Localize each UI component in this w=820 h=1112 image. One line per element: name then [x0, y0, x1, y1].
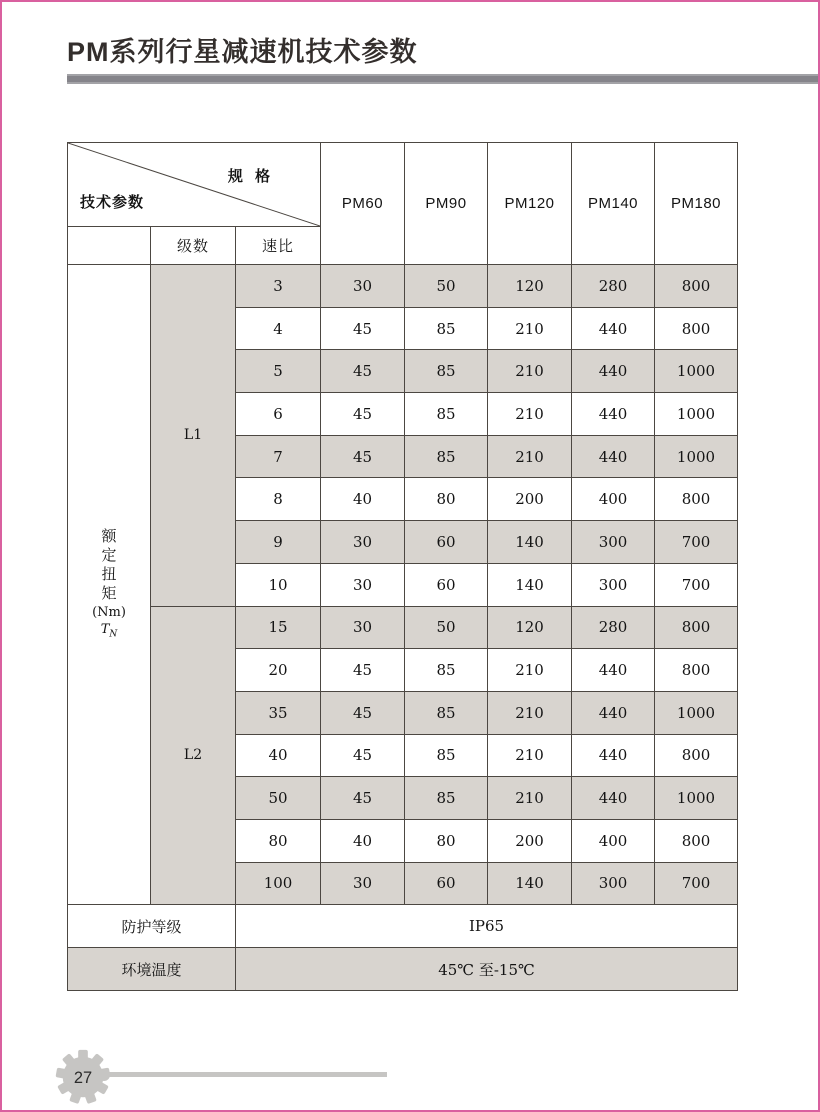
torque-value-cell: 440 [572, 435, 655, 478]
torque-value-cell: 440 [572, 649, 655, 692]
torque-value-cell: 300 [572, 521, 655, 564]
ratio-column-header: 速比 [236, 227, 321, 265]
ratio-cell: 3 [236, 265, 321, 308]
torque-value-cell: 85 [405, 307, 488, 350]
torque-value-cell: 1000 [655, 777, 738, 820]
torque-value-cell: 40 [321, 819, 405, 862]
torque-value-cell: 85 [405, 691, 488, 734]
stage-column-header: 级数 [151, 227, 236, 265]
column-header-pm60: PM60 [321, 143, 405, 265]
ratio-cell: 35 [236, 691, 321, 734]
info-row-value: IP65 [236, 905, 738, 948]
torque-value-cell: 60 [405, 521, 488, 564]
torque-label-char: 额 [101, 526, 117, 545]
torque-value-cell: 800 [655, 734, 738, 777]
info-row-label: 环境温度 [68, 948, 236, 991]
torque-value-cell: 210 [488, 734, 572, 777]
ratio-cell: 6 [236, 393, 321, 436]
torque-value-cell: 45 [321, 350, 405, 393]
torque-value-cell: 800 [655, 606, 738, 649]
diagonal-header-cell [68, 143, 321, 227]
spec-table [67, 142, 738, 991]
torque-value-cell: 800 [655, 819, 738, 862]
torque-value-cell: 30 [321, 862, 405, 905]
torque-value-cell: 400 [572, 819, 655, 862]
torque-value-cell: 210 [488, 350, 572, 393]
torque-label-char: 矩 [101, 583, 117, 602]
torque-value-cell: 1000 [655, 350, 738, 393]
torque-value-cell: 85 [405, 777, 488, 820]
torque-value-cell: 210 [488, 691, 572, 734]
torque-value-cell: 440 [572, 350, 655, 393]
torque-value-cell: 50 [405, 265, 488, 308]
torque-value-cell: 280 [572, 606, 655, 649]
torque-value-cell: 440 [572, 307, 655, 350]
column-header-pm120: PM120 [488, 143, 572, 265]
torque-value-cell: 80 [405, 819, 488, 862]
torque-value-cell: 85 [405, 393, 488, 436]
torque-value-cell: 1000 [655, 435, 738, 478]
torque-value-cell: 800 [655, 478, 738, 521]
torque-value-cell: 85 [405, 350, 488, 393]
torque-value-cell: 60 [405, 563, 488, 606]
torque-symbol-letter: T [100, 621, 110, 637]
torque-value-cell: 60 [405, 862, 488, 905]
ratio-cell: 9 [236, 521, 321, 564]
torque-value-cell: 140 [488, 563, 572, 606]
column-header-pm90: PM90 [405, 143, 488, 265]
torque-value-cell: 1000 [655, 691, 738, 734]
title-underline-bar [67, 74, 818, 84]
torque-value-cell: 210 [488, 307, 572, 350]
stage-cell-l2: L2 [151, 606, 236, 905]
torque-value-cell: 400 [572, 478, 655, 521]
torque-value-cell: 300 [572, 563, 655, 606]
ratio-cell: 4 [236, 307, 321, 350]
torque-value-cell: 30 [321, 265, 405, 308]
info-row-value: 45℃ 至-15℃ [236, 948, 738, 991]
empty-header-cell [68, 227, 151, 265]
diagonal-line [68, 143, 320, 226]
torque-value-cell: 85 [405, 734, 488, 777]
column-header-pm140: PM140 [572, 143, 655, 265]
torque-value-cell: 210 [488, 649, 572, 692]
info-row [68, 948, 738, 991]
torque-value-cell: 140 [488, 862, 572, 905]
torque-value-cell: 200 [488, 819, 572, 862]
torque-value-cell: 50 [405, 606, 488, 649]
torque-value-cell: 800 [655, 649, 738, 692]
torque-value-cell: 30 [321, 606, 405, 649]
page-title: PM系列行星减速机技术参数 [67, 37, 418, 67]
ratio-cell: 80 [236, 819, 321, 862]
ratio-cell: 5 [236, 350, 321, 393]
header-spec-label: 规 格 [227, 168, 275, 185]
torque-value-cell: 45 [321, 691, 405, 734]
torque-row-label [68, 265, 151, 905]
torque-value-cell: 210 [488, 435, 572, 478]
table-row [68, 265, 738, 308]
ratio-cell: 100 [236, 862, 321, 905]
torque-value-cell: 300 [572, 862, 655, 905]
torque-value-cell: 210 [488, 777, 572, 820]
torque-unit-label: (Nm) [92, 604, 126, 620]
torque-value-cell: 120 [488, 265, 572, 308]
torque-value-cell: 45 [321, 649, 405, 692]
torque-value-cell: 45 [321, 393, 405, 436]
ratio-cell: 8 [236, 478, 321, 521]
ratio-cell: 15 [236, 606, 321, 649]
ratio-cell: 50 [236, 777, 321, 820]
torque-value-cell: 45 [321, 734, 405, 777]
torque-value-cell: 140 [488, 521, 572, 564]
torque-value-cell: 800 [655, 307, 738, 350]
torque-value-cell: 45 [321, 777, 405, 820]
info-row-label: 防护等级 [68, 905, 236, 948]
ratio-cell: 20 [236, 649, 321, 692]
page-number: 27 [73, 1068, 93, 1087]
torque-value-cell: 30 [321, 521, 405, 564]
column-header-pm180: PM180 [655, 143, 738, 265]
torque-value-cell: 800 [655, 265, 738, 308]
torque-value-cell: 1000 [655, 393, 738, 436]
ratio-cell: 10 [236, 563, 321, 606]
header-param-label: 技术参数 [80, 194, 145, 211]
torque-value-cell: 120 [488, 606, 572, 649]
torque-value-cell: 700 [655, 521, 738, 564]
torque-value-cell: 200 [488, 478, 572, 521]
torque-symbol-subscript: N [109, 629, 118, 640]
torque-value-cell: 280 [572, 265, 655, 308]
torque-value-cell: 30 [321, 563, 405, 606]
torque-value-cell: 440 [572, 691, 655, 734]
torque-value-cell: 440 [572, 777, 655, 820]
info-row [68, 905, 738, 948]
table-row [68, 606, 738, 649]
torque-value-cell: 45 [321, 307, 405, 350]
stage-cell-l1: L1 [151, 265, 236, 607]
footer-rule-line [106, 1072, 387, 1077]
torque-value-cell: 440 [572, 734, 655, 777]
torque-label-char: 定 [101, 545, 117, 564]
torque-value-cell: 80 [405, 478, 488, 521]
torque-value-cell: 700 [655, 563, 738, 606]
torque-value-cell: 440 [572, 393, 655, 436]
torque-value-cell: 85 [405, 435, 488, 478]
torque-value-cell: 45 [321, 435, 405, 478]
torque-value-cell: 85 [405, 649, 488, 692]
torque-value-cell: 40 [321, 478, 405, 521]
torque-label-char: 扭 [101, 564, 117, 583]
torque-symbol [68, 622, 150, 643]
torque-value-cell: 700 [655, 862, 738, 905]
torque-value-cell: 210 [488, 393, 572, 436]
ratio-cell: 7 [236, 435, 321, 478]
ratio-cell: 40 [236, 734, 321, 777]
